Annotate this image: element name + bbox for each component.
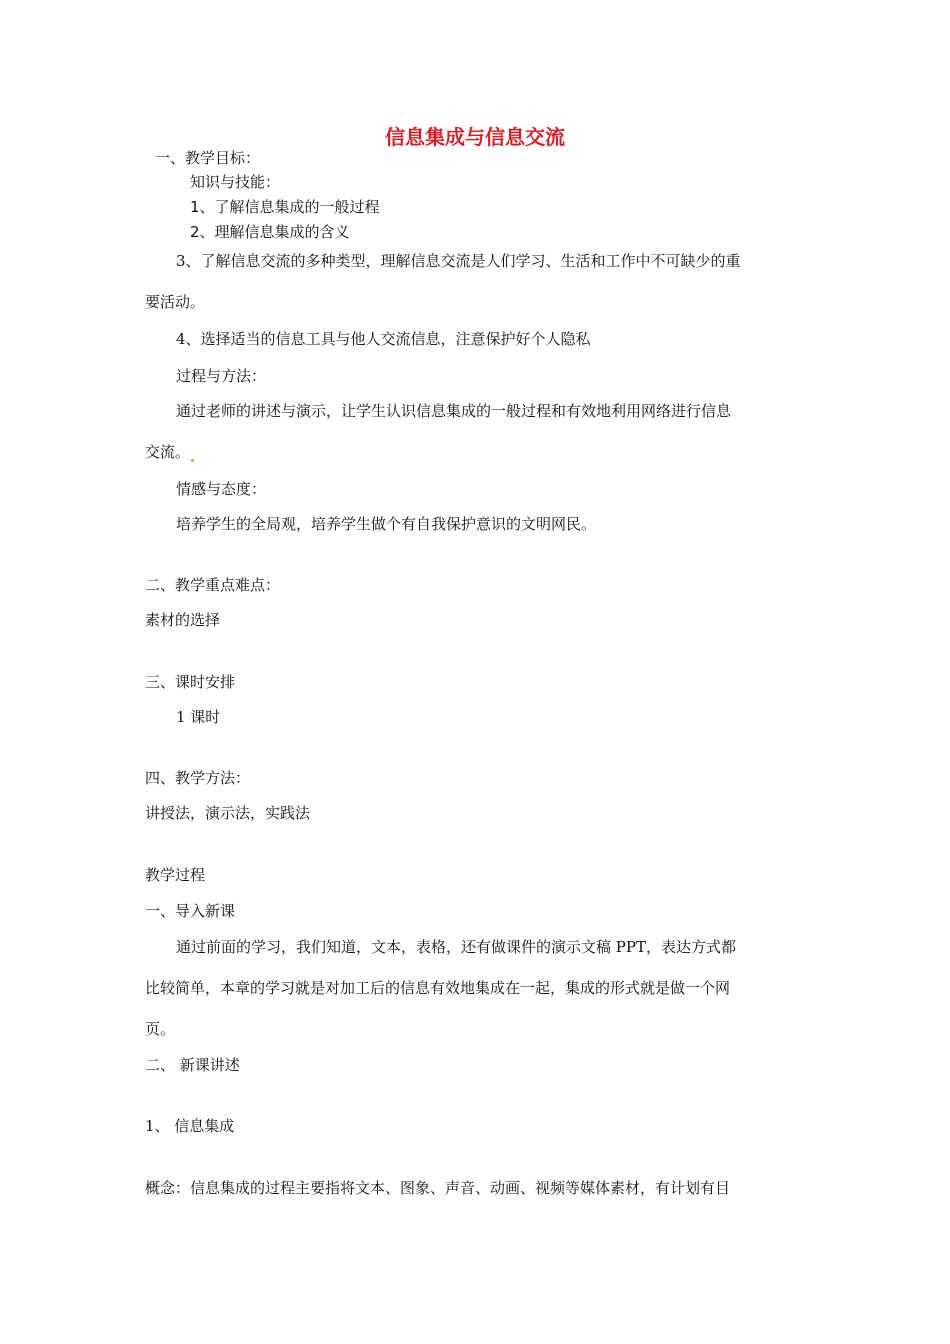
concept-line1: 概念：信息集成的过程主要指将文本、图象、声音、动画、视频等媒体素材，有计划有目 (145, 1179, 731, 1197)
objective-3-line2: 要活动。 (145, 293, 206, 311)
objective-1: 1、了解信息集成的一般过程 (190, 198, 380, 216)
schedule-heading: 三、课时安排 (145, 673, 236, 691)
intro-heading: 一、导入新课 (145, 902, 236, 920)
methods-text: 讲授法，演示法，实践法 (145, 804, 311, 822)
knowledge-skills-heading: 知识与技能： (190, 173, 281, 191)
key-points-heading: 二、教学重点难点： (145, 576, 281, 594)
process-method-line2-text: 交流。 (145, 443, 191, 461)
section-1-heading: 1、 信息集成 (145, 1117, 235, 1135)
teaching-process-heading: 教学过程 (145, 866, 206, 884)
edit-mark-icon (191, 459, 194, 462)
intro-line3: 页。 (145, 1020, 176, 1038)
schedule-text: 1 课时 (176, 708, 221, 726)
process-method-line2 (145, 442, 195, 462)
objective-2: 2、理解信息集成的含义 (190, 223, 350, 241)
objective-4: 4、选择适当的信息工具与他人交流信息，注意保护好个人隐私 (176, 330, 591, 348)
methods-heading: 四、教学方法： (145, 769, 251, 787)
process-method-line1: 通过老师的讲述与演示，让学生认识信息集成的一般过程和有效地利用网络进行信息 (176, 402, 732, 420)
new-lesson-heading: 二、 新课讲述 (145, 1056, 240, 1074)
intro-line1: 通过前面的学习，我们知道，文本，表格，还有做课件的演示文稿 PPT，表达方式都 (176, 938, 736, 956)
document-title: 信息集成与信息交流 (385, 125, 565, 149)
emotion-attitude-heading: 情感与态度： (176, 480, 267, 498)
emotion-attitude-text: 培养学生的全局观，培养学生做个有自我保护意识的文明网民。 (176, 515, 597, 533)
key-points-text: 素材的选择 (145, 611, 221, 629)
objective-3-line1: 3、了解信息交流的多种类型，理解信息交流是人们学习、生活和工作中不可缺少的重 (176, 252, 741, 270)
intro-line2: 比较简单，本章的学习就是对加工后的信息有效地集成在一起，集成的形式就是做一个网 (145, 979, 731, 997)
objectives-heading: 一、教学目标： (155, 149, 261, 167)
process-method-heading: 过程与方法： (176, 367, 267, 385)
